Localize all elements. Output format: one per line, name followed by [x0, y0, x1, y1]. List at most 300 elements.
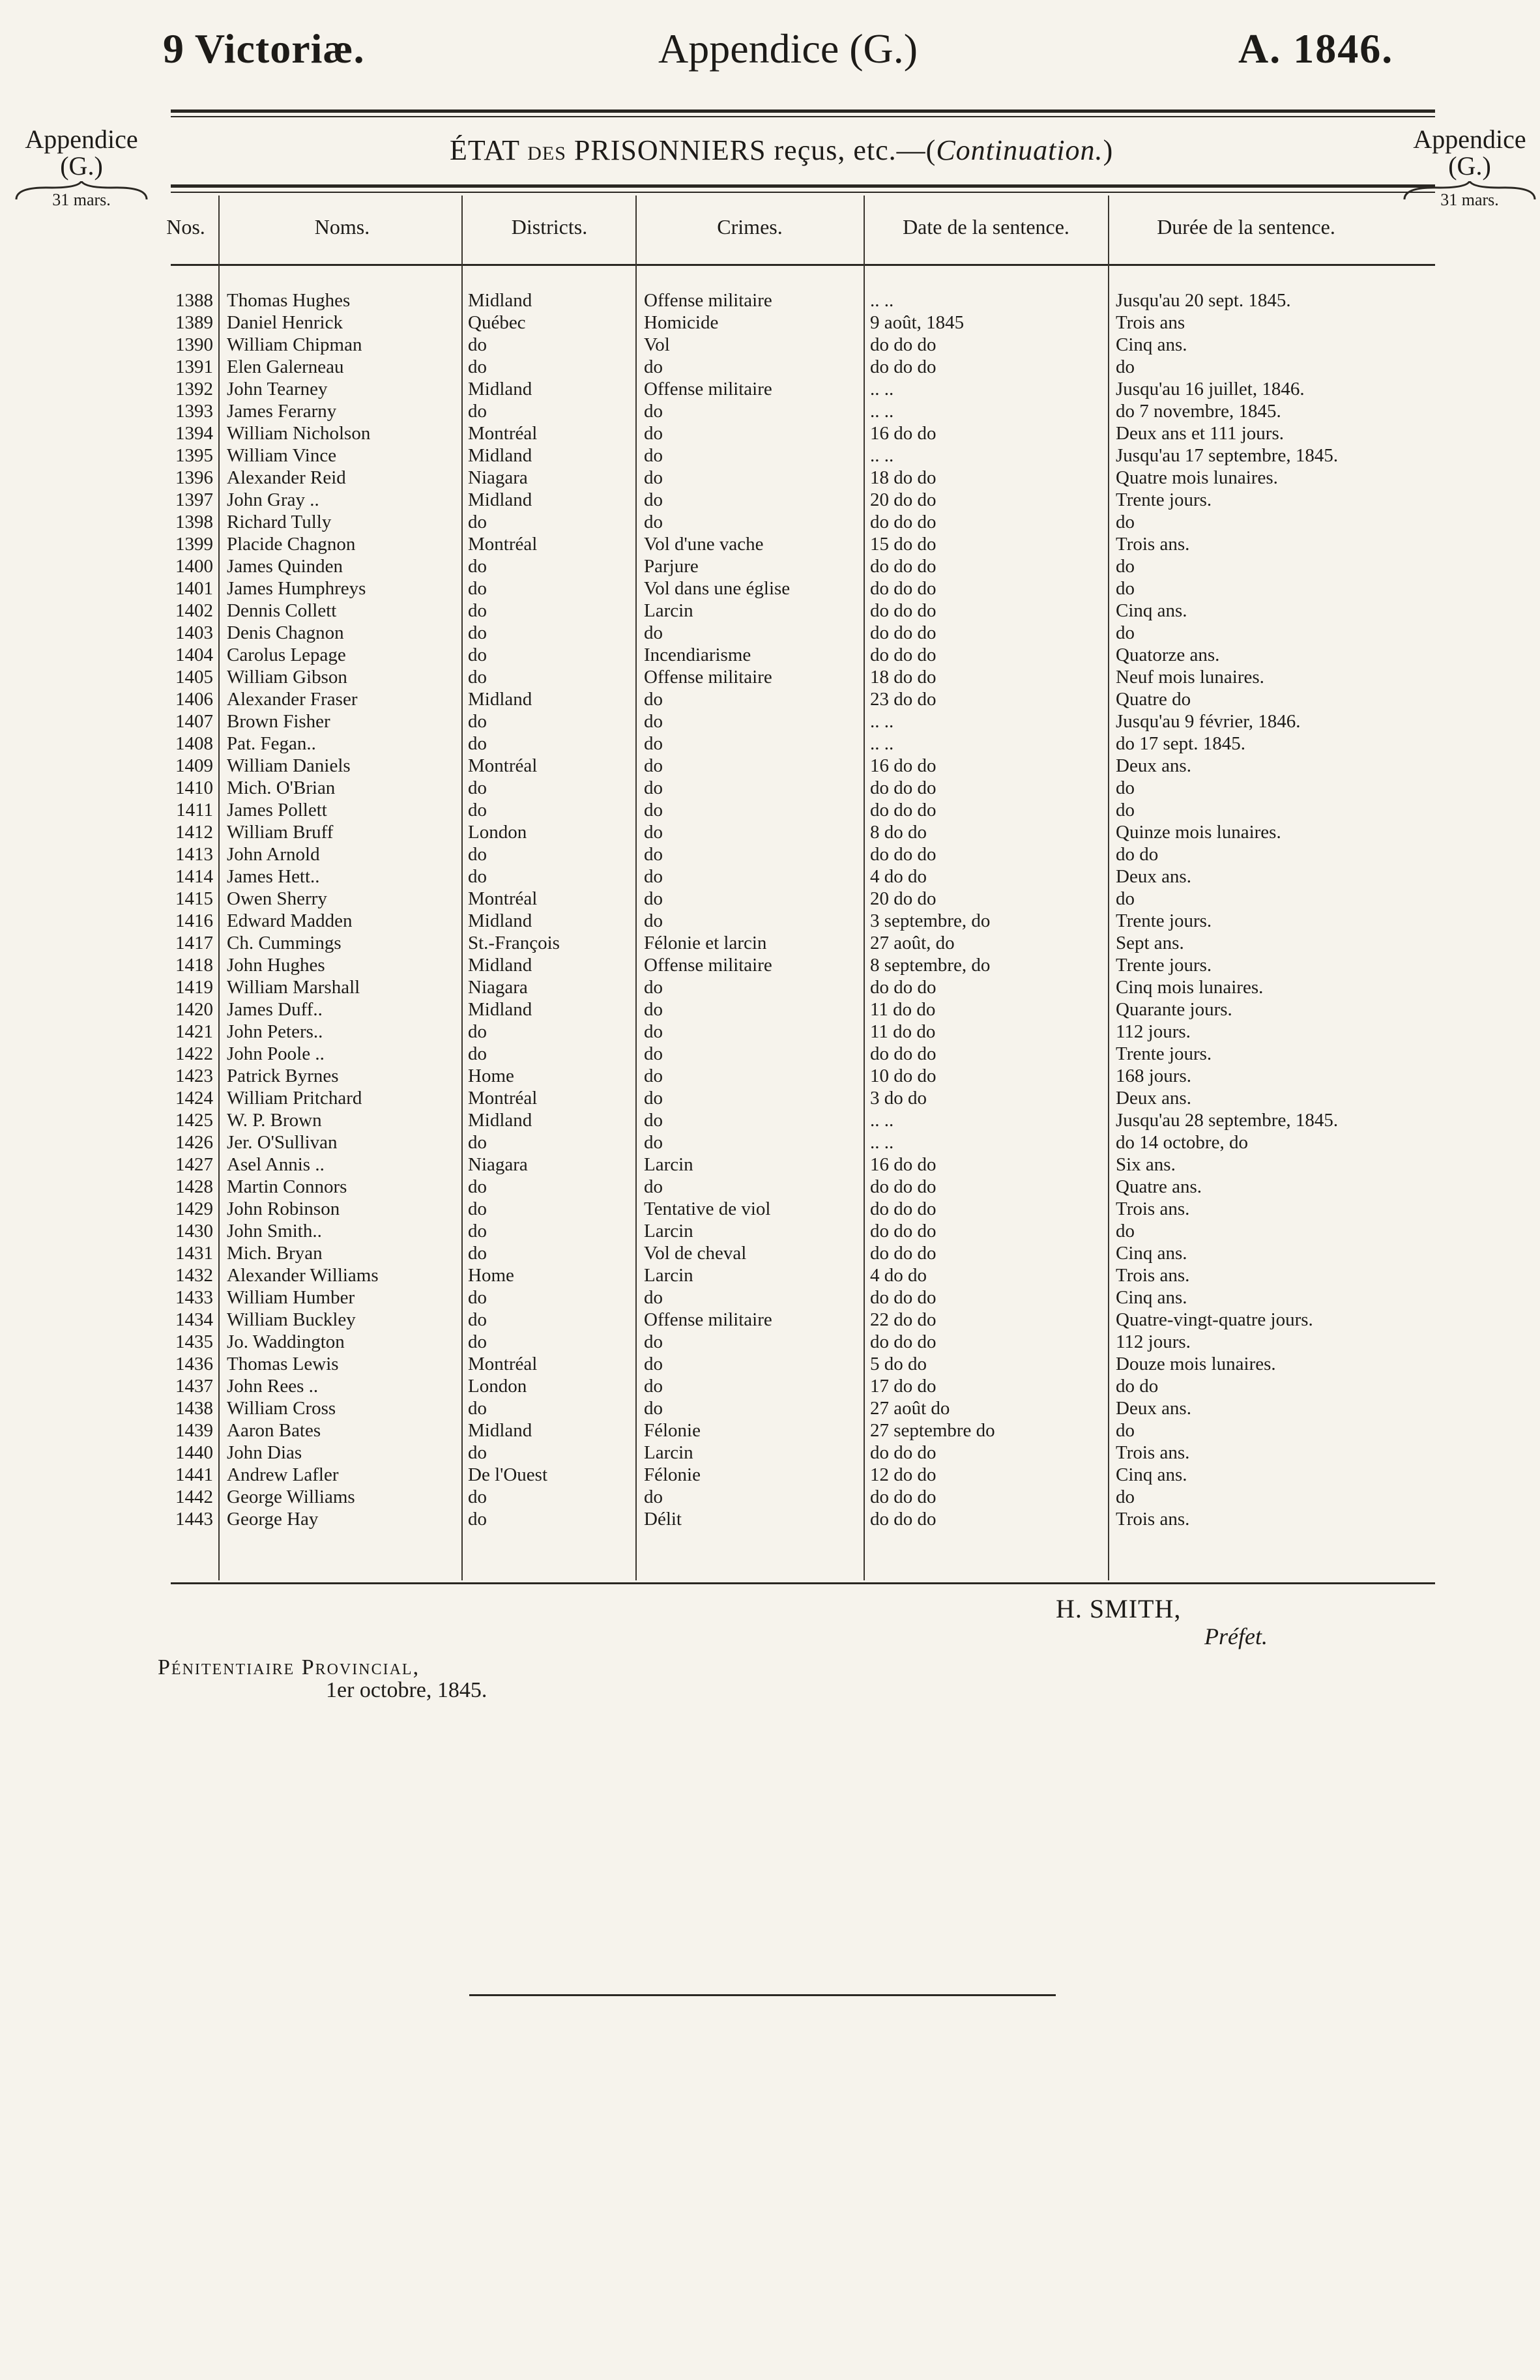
row-name: John Smith.. [227, 1221, 322, 1241]
row-duration: do [1116, 512, 1135, 532]
row-district: do [468, 1442, 487, 1463]
table-row [0, 843, 1540, 865]
row-name: William Pritchard [227, 1088, 362, 1109]
row-duration: Trois ans. [1116, 1198, 1190, 1219]
row-date: 3 septembre, do [870, 910, 991, 931]
row-district: Midland [468, 999, 532, 1020]
row-number: 1392 [175, 379, 213, 399]
row-date: 16 do do [870, 755, 937, 776]
row-name: James Humphreys [227, 578, 366, 599]
row-crime: Larcin [644, 1442, 693, 1463]
margin-note-right [1401, 124, 1538, 210]
row-crime: Larcin [644, 1221, 693, 1241]
row-name: James Ferarny [227, 401, 337, 422]
row-crime: Homicide [644, 312, 719, 333]
row-date: do do do [870, 1487, 937, 1507]
row-crime: do [644, 1110, 663, 1131]
row-duration: do [1116, 1487, 1135, 1507]
brace-icon [13, 181, 150, 201]
table-row [0, 1309, 1540, 1331]
row-name: John Hughes [227, 955, 325, 976]
row-number: 1442 [175, 1487, 213, 1507]
row-duration: do 17 sept. 1845. [1116, 733, 1245, 754]
row-crime: do [644, 800, 663, 820]
table-row [0, 1242, 1540, 1264]
row-duration: Trois ans. [1116, 534, 1190, 555]
row-name: George Hay [227, 1509, 319, 1530]
row-number: 1416 [175, 910, 213, 931]
row-number: 1419 [175, 977, 213, 998]
row-date: do do do [870, 977, 937, 998]
col-header-crime: Crimes. [717, 215, 783, 239]
table-row [0, 1397, 1540, 1419]
row-crime: do [644, 1066, 663, 1086]
table-row [0, 511, 1540, 533]
row-name: William Marshall [227, 977, 360, 998]
row-district: do [468, 733, 487, 754]
row-duration: do 7 novembre, 1845. [1116, 401, 1281, 422]
row-duration: Quatre ans. [1116, 1176, 1202, 1197]
table-row [0, 356, 1540, 378]
row-number: 1443 [175, 1509, 213, 1530]
row-number: 1420 [175, 999, 213, 1020]
table-row [0, 733, 1540, 755]
margin-note-left [13, 124, 150, 210]
table-row [0, 1154, 1540, 1176]
title-word-prisonniers: PRISONNIERS [574, 134, 766, 166]
signature-role: Préfet. [1204, 1623, 1268, 1649]
table-row [0, 1375, 1540, 1397]
row-crime: do [644, 423, 663, 444]
table-row [0, 1264, 1540, 1286]
row-number: 1433 [175, 1287, 213, 1308]
row-crime: do [644, 1354, 663, 1374]
row-district: Montréal [468, 1354, 538, 1374]
table-row [0, 312, 1540, 334]
row-district: Montréal [468, 755, 538, 776]
row-number: 1427 [175, 1154, 213, 1175]
col-header-no: Nos. [166, 215, 205, 239]
row-date: do do do [870, 1221, 937, 1241]
row-date: 10 do do [870, 1066, 937, 1086]
row-duration: Quinze mois lunaires. [1116, 822, 1281, 843]
row-district: do [468, 556, 487, 577]
row-name: William Bruff [227, 822, 334, 843]
row-crime: Vol dans une église [644, 578, 791, 599]
row-number: 1413 [175, 844, 213, 865]
row-number: 1434 [175, 1309, 213, 1330]
table-row [0, 932, 1540, 954]
row-number: 1401 [175, 578, 213, 599]
table-row [0, 1464, 1540, 1486]
row-date: 15 do do [870, 534, 937, 555]
col-header-district: Districts. [511, 215, 588, 239]
row-duration: 112 jours. [1116, 1331, 1191, 1352]
row-duration: Trente jours. [1116, 489, 1212, 510]
table-row [0, 888, 1540, 910]
row-date: .. .. [870, 379, 894, 399]
row-district: do [468, 512, 487, 532]
row-date: 20 do do [870, 888, 937, 909]
row-number: 1389 [175, 312, 213, 333]
row-date: do do do [870, 1442, 937, 1463]
row-date: 16 do do [870, 423, 937, 444]
row-date: do do do [870, 1509, 937, 1530]
row-name: Edward Madden [227, 910, 353, 931]
row-date: do do do [870, 645, 937, 665]
row-name: Martin Connors [227, 1176, 347, 1197]
row-duration: Jusqu'au 17 septembre, 1845. [1116, 445, 1339, 466]
row-duration: Cinq ans. [1116, 334, 1187, 355]
row-duration: do [1116, 578, 1135, 599]
row-crime: do [644, 1331, 663, 1352]
row-duration: do do [1116, 1376, 1159, 1397]
row-district: Niagara [468, 1154, 528, 1175]
row-district: do [468, 711, 487, 732]
row-duration: Jusqu'au 16 juillet, 1846. [1116, 379, 1305, 399]
row-duration: Jusqu'au 9 février, 1846. [1116, 711, 1301, 732]
row-name: W. P. Brown [227, 1110, 322, 1131]
row-district: do [468, 1198, 487, 1219]
row-district: Québec [468, 312, 526, 333]
row-duration: Trois ans. [1116, 1509, 1190, 1530]
table-row [0, 821, 1540, 843]
row-district: do [468, 1398, 487, 1419]
row-name: Daniel Henrick [227, 312, 343, 333]
row-name: John Gray .. [227, 489, 319, 510]
row-duration: Deux ans. [1116, 755, 1191, 776]
row-number: 1408 [175, 733, 213, 754]
table-top-rule [171, 184, 1435, 188]
row-duration: Deux ans. [1116, 1088, 1191, 1109]
title-word-recus: reçus, etc.—( [774, 134, 937, 166]
row-name: Jer. O'Sullivan [227, 1132, 338, 1153]
row-name: Ch. Cummings [227, 933, 341, 953]
table-row [0, 644, 1540, 666]
signature-name: H. SMITH, [1056, 1594, 1182, 1623]
row-name: William Chipman [227, 334, 362, 355]
row-number: 1391 [175, 356, 213, 377]
row-crime: do [644, 910, 663, 931]
table-row [0, 1043, 1540, 1065]
row-date: .. .. [870, 711, 894, 732]
row-duration: Douze mois lunaires. [1116, 1354, 1276, 1374]
table-row [0, 954, 1540, 976]
row-district: do [468, 800, 487, 820]
margin-g-left: (G.) [60, 151, 103, 181]
row-district: do [468, 356, 487, 377]
row-date: 11 do do [870, 999, 936, 1020]
row-crime: Larcin [644, 1265, 693, 1286]
row-name: William Gibson [227, 667, 347, 688]
row-date: .. .. [870, 733, 894, 754]
row-district: London [468, 822, 527, 843]
table-row [0, 467, 1540, 489]
table-row [0, 577, 1540, 600]
row-crime: do [644, 1398, 663, 1419]
row-crime: Offense militaire [644, 379, 772, 399]
row-crime: do [644, 733, 663, 754]
row-number: 1422 [175, 1043, 213, 1064]
row-number: 1394 [175, 423, 213, 444]
row-duration: Trois ans. [1116, 1265, 1190, 1286]
row-duration: Cinq mois lunaires. [1116, 977, 1264, 998]
row-crime: Vol de cheval [644, 1243, 747, 1264]
row-name: Jo. Waddington [227, 1331, 345, 1352]
row-date: do do do [870, 1043, 937, 1064]
row-crime: Offense militaire [644, 290, 772, 311]
row-duration: Sept ans. [1116, 933, 1184, 953]
row-name: John Rees .. [227, 1376, 319, 1397]
table-row [0, 378, 1540, 400]
row-district: do [468, 1309, 487, 1330]
table-row [0, 289, 1540, 312]
table-row [0, 533, 1540, 555]
row-name: William Nicholson [227, 423, 371, 444]
row-district: Midland [468, 689, 532, 710]
row-date: do do do [870, 844, 937, 865]
row-district: Niagara [468, 977, 528, 998]
row-district: Midland [468, 379, 532, 399]
row-name: Carolus Lepage [227, 645, 346, 665]
row-duration: Quatre mois lunaires. [1116, 467, 1278, 488]
row-crime: Offense militaire [644, 667, 772, 688]
row-duration: 112 jours. [1116, 1021, 1191, 1042]
row-duration: do [1116, 556, 1135, 577]
row-district: Midland [468, 290, 532, 311]
row-number: 1390 [175, 334, 213, 355]
row-date: do do do [870, 512, 937, 532]
row-date: .. .. [870, 1132, 894, 1153]
row-district: do [468, 667, 487, 688]
row-crime: do [644, 866, 663, 887]
margin-date-right: 31 mars. [1440, 190, 1499, 209]
row-date: 27 août, do [870, 933, 955, 953]
row-name: Alexander Fraser [227, 689, 358, 710]
row-district: Midland [468, 1110, 532, 1131]
row-duration: Quatorze ans. [1116, 645, 1220, 665]
table-row [0, 976, 1540, 998]
row-number: 1428 [175, 1176, 213, 1197]
row-district: Home [468, 1265, 514, 1286]
row-district: do [468, 1021, 487, 1042]
row-number: 1388 [175, 290, 213, 311]
row-number: 1412 [175, 822, 213, 843]
row-date: 27 août do [870, 1398, 950, 1419]
row-crime: do [644, 489, 663, 510]
row-number: 1400 [175, 556, 213, 577]
row-district: do [468, 1287, 487, 1308]
row-date: 8 septembre, do [870, 955, 991, 976]
row-name: Owen Sherry [227, 888, 327, 909]
row-district: Midland [468, 489, 532, 510]
row-date: 18 do do [870, 667, 937, 688]
row-name: Placide Chagnon [227, 534, 356, 555]
row-district: do [468, 401, 487, 422]
table-row [0, 1442, 1540, 1464]
row-duration: do [1116, 622, 1135, 643]
row-date: do do do [870, 356, 937, 377]
row-crime: do [644, 888, 663, 909]
margin-g-right: (G.) [1448, 151, 1491, 181]
title-close-paren: ) [1103, 134, 1114, 166]
row-duration: do [1116, 888, 1135, 909]
col-header-name: Noms. [314, 215, 370, 239]
row-number: 1425 [175, 1110, 213, 1131]
row-number: 1432 [175, 1265, 213, 1286]
row-crime: do [644, 689, 663, 710]
row-number: 1409 [175, 755, 213, 776]
row-name: Asel Annis .. [227, 1154, 325, 1175]
row-date: .. .. [870, 445, 894, 466]
row-crime: do [644, 1021, 663, 1042]
title-word-des: DES [527, 143, 566, 164]
row-duration: do [1116, 1221, 1135, 1241]
row-duration: Six ans. [1116, 1154, 1176, 1175]
row-date: do do do [870, 1243, 937, 1264]
row-name: John Poole .. [227, 1043, 325, 1064]
table-row [0, 334, 1540, 356]
table-row [0, 600, 1540, 622]
row-date: do do do [870, 600, 937, 621]
row-district: Niagara [468, 467, 528, 488]
row-district: do [468, 1487, 487, 1507]
row-date: 23 do do [870, 689, 937, 710]
title-word-etat: ÉTAT [450, 134, 520, 166]
row-name: James Quinden [227, 556, 343, 577]
row-duration: Trois ans [1116, 312, 1185, 333]
row-crime: do [644, 755, 663, 776]
row-crime: Félonie [644, 1464, 701, 1485]
row-duration: Cinq ans. [1116, 1287, 1187, 1308]
row-number: 1407 [175, 711, 213, 732]
row-district: do [468, 645, 487, 665]
row-number: 1393 [175, 401, 213, 422]
row-duration: Deux ans et 111 jours. [1116, 423, 1284, 444]
row-district: do [468, 1509, 487, 1530]
row-district: do [468, 844, 487, 865]
closing-rule [469, 1994, 1056, 1996]
table-row [0, 489, 1540, 511]
row-crime: Larcin [644, 600, 693, 621]
row-crime: do [644, 1487, 663, 1507]
row-number: 1402 [175, 600, 213, 621]
row-district: do [468, 777, 487, 798]
row-crime: Félonie [644, 1420, 701, 1441]
row-crime: do [644, 1043, 663, 1064]
row-duration: Jusqu'au 20 sept. 1845. [1116, 290, 1291, 311]
row-crime: Délit [644, 1509, 682, 1530]
row-number: 1395 [175, 445, 213, 466]
row-number: 1431 [175, 1243, 213, 1264]
row-duration: Deux ans. [1116, 1398, 1191, 1419]
row-name: James Hett.. [227, 866, 320, 887]
table-row [0, 865, 1540, 888]
row-date: do do do [870, 1176, 937, 1197]
row-duration: Quarante jours. [1116, 999, 1232, 1020]
row-number: 1436 [175, 1354, 213, 1374]
row-number: 1435 [175, 1331, 213, 1352]
table-row [0, 1087, 1540, 1109]
row-number: 1418 [175, 955, 213, 976]
row-date: .. .. [870, 1110, 894, 1131]
row-district: do [468, 622, 487, 643]
col-header-rule [171, 264, 1435, 266]
row-duration: do [1116, 1420, 1135, 1441]
row-district: do [468, 1132, 487, 1153]
row-date: 8 do do [870, 822, 927, 843]
table-row [0, 666, 1540, 688]
table-row [0, 1331, 1540, 1353]
table-top-rule-thin [171, 192, 1435, 193]
row-name: Mich. O'Brian [227, 777, 336, 798]
row-date: 4 do do [870, 866, 927, 887]
table-row [0, 1220, 1540, 1242]
row-crime: do [644, 822, 663, 843]
col-header-duration: Durée de la sentence. [1157, 215, 1335, 239]
row-name: John Tearney [227, 379, 328, 399]
row-name: Mich. Bryan [227, 1243, 323, 1264]
row-crime: do [644, 1176, 663, 1197]
row-district: do [468, 600, 487, 621]
running-head-left: 9 Victoriæ. [163, 25, 365, 72]
row-crime: Offense militaire [644, 1309, 772, 1330]
row-name: Thomas Lewis [227, 1354, 339, 1374]
row-name: William Daniels [227, 755, 351, 776]
row-number: 1439 [175, 1420, 213, 1441]
row-district: Montréal [468, 888, 538, 909]
row-name: John Arnold [227, 844, 320, 865]
row-date: 27 septembre do [870, 1420, 995, 1441]
row-number: 1410 [175, 777, 213, 798]
row-number: 1424 [175, 1088, 213, 1109]
table-row [0, 910, 1540, 932]
row-duration: Trente jours. [1116, 955, 1212, 976]
row-number: 1421 [175, 1021, 213, 1042]
row-district: do [468, 1043, 487, 1064]
row-duration: Quatre-vingt-quatre jours. [1116, 1309, 1313, 1330]
row-district: Montréal [468, 423, 538, 444]
row-crime: do [644, 1088, 663, 1109]
header-rule [171, 109, 1435, 113]
row-number: 1440 [175, 1442, 213, 1463]
row-number: 1399 [175, 534, 213, 555]
row-date: .. .. [870, 290, 894, 311]
row-name: William Cross [227, 1398, 336, 1419]
row-date: 5 do do [870, 1354, 927, 1374]
row-duration: Quatre do [1116, 689, 1191, 710]
row-name: Thomas Hughes [227, 290, 351, 311]
row-district: do [468, 1243, 487, 1264]
row-date: do do do [870, 334, 937, 355]
row-name: William Buckley [227, 1309, 356, 1330]
row-duration: Trois ans. [1116, 1442, 1190, 1463]
row-number: 1414 [175, 866, 213, 887]
margin-appendice-right: Appendice [1413, 124, 1526, 154]
row-number: 1430 [175, 1221, 213, 1241]
title-continuation: Continuation. [936, 134, 1103, 166]
margin-appendice-left: Appendice [25, 124, 138, 154]
table-row [0, 1176, 1540, 1198]
row-duration: Trente jours. [1116, 910, 1212, 931]
row-district: do [468, 1221, 487, 1241]
row-name: Alexander Williams [227, 1265, 379, 1286]
row-name: Patrick Byrnes [227, 1066, 339, 1086]
row-district: St.-François [468, 933, 560, 953]
table-row [0, 444, 1540, 467]
row-district: De l'Ouest [468, 1464, 548, 1485]
row-number: 1404 [175, 645, 213, 665]
